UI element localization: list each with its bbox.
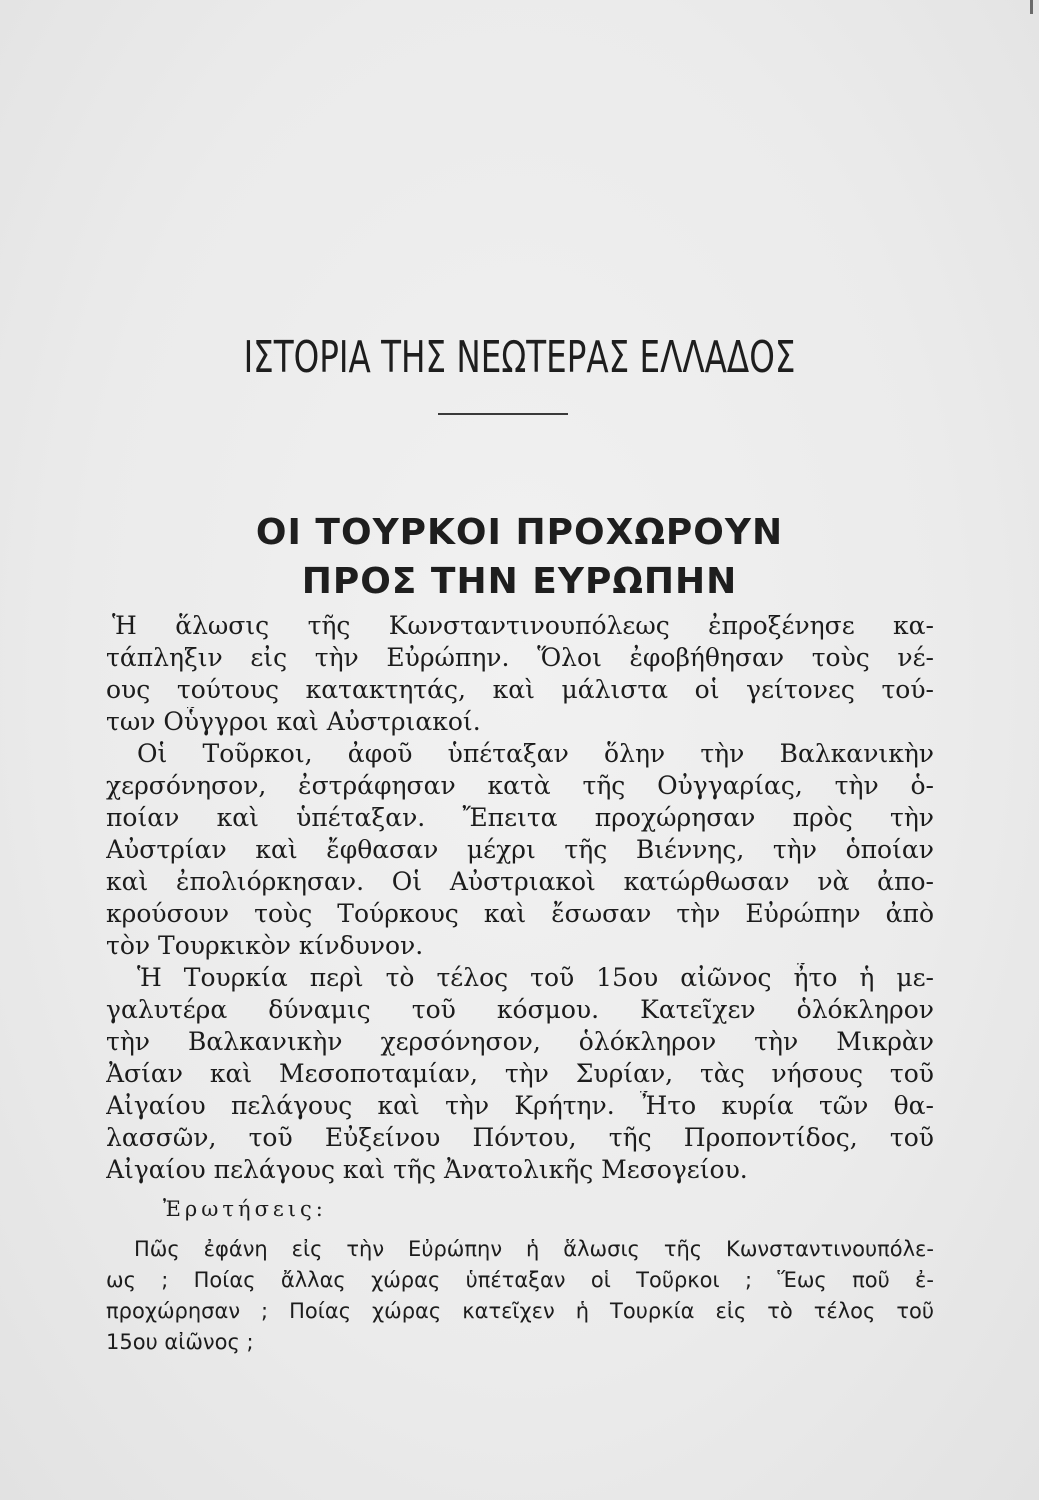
text-line: Ἀσίαν καὶ Μεσοποταμίαν, τὴν Συρίαν, τὰς νήσους τοῦ — [106, 1059, 934, 1088]
text-line: τὸν Τουρκικὸν κίνδυνον. — [106, 931, 424, 960]
question-line: ως ; Ποίας ἄλλας χώρας ὑπέταξαν οἱ Τοῦρκοι ; Ἕως ποῦ ἐ- — [106, 1268, 934, 1292]
edge-mark — [1030, 0, 1033, 14]
text-line: χερσόνησον, ἐστράφησαν κατὰ τῆς Οὐγγαρίας, τὴν ὁ- — [106, 771, 934, 800]
text-line: ους τούτους κατακτητάς, καὶ μάλιστα οἱ γείτονες τού- — [106, 675, 934, 704]
text-line: τὴν Βαλκανικὴν χερσόνησον, ὁλόκληρον τὴν Μικρὰν — [106, 1027, 934, 1056]
chapter-title-line-1: ΟΙ ΤΟΥΡΚΟΙ ΠΡΟΧΩΡΟΥΝ — [255, 512, 784, 553]
text-line: γαλυτέρα δύναμις τοῦ κόσμου. Κατεῖχεν ὁλόκληρον — [106, 995, 934, 1024]
chapter-title-line-2: ΠΡΟΣ ΤΗΝ ΕΥΡΩΠΗΝ — [301, 561, 738, 602]
text-line: των Οὗγγροι καὶ Αὐστριακοί. — [106, 707, 481, 736]
text-line: Ἡ Τουρκία περὶ τὸ τέλος τοῦ 15ου αἰῶνος ἦτο ἡ με- — [137, 963, 934, 992]
text-line: τάπληξιν εἰς τὴν Εὐρώπην. Ὅλοι ἐφοβήθησαν τοὺς νέ- — [106, 643, 934, 672]
book-title: ΙΣΤΟΡΙΑ ΤΗΣ ΝΕΩΤΕΡΑΣ ΕΛΛΑΔΟΣ — [243, 332, 796, 383]
text-line: Αἰγαίου πελάγους καὶ τὴν Κρήτην. Ἦτο κυρία τῶν θα- — [106, 1091, 934, 1120]
chapter-title — [0, 508, 1039, 606]
text-line: Ἡ ἅλωσις τῆς Κωνσταντινουπόλεως ἐπροξένησε κα- — [112, 611, 934, 640]
title-divider — [438, 413, 568, 415]
question-line: προχώρησαν ; Ποίας χώρας κατεῖχεν ἡ Τουρκία εἰς τὸ τέλος τοῦ — [106, 1299, 934, 1323]
text-line: Αὐστρίαν καὶ ἔφθασαν μέχρι τῆς Βιέννης, τὴν ὁποίαν — [106, 835, 934, 864]
text-line: Αἰγαίου πελάγους καὶ τῆς Ἀνατολικῆς Μεσογείου. — [106, 1155, 748, 1184]
text-line: ποίαν καὶ ὑπέταξαν. Ἔπειτα προχώρησαν πρὸς τὴν — [106, 803, 934, 832]
text-line: λασσῶν, τοῦ Εὐξείνου Πόντου, τῆς Προποντίδος, τοῦ — [106, 1123, 934, 1152]
questions-heading: Ἐρωτήσεις: — [163, 1197, 327, 1221]
question-line: Πῶς ἐφάνη εἰς τὴν Εὐρώπην ἡ ἅλωσις τῆς Κωνσταντινουπόλε- — [134, 1237, 934, 1261]
text-line: καὶ ἐπολιόρκησαν. Οἱ Αὐστριακοὶ κατώρθωσαν νὰ ἀπο- — [106, 867, 934, 896]
text-line: κρούσουν τοὺς Τούρκους καὶ ἔσωσαν τὴν Εὐρώπην ἀπὸ — [106, 899, 934, 928]
question-line: 15ου αἰῶνος ; — [106, 1330, 254, 1354]
text-line: Οἱ Τοῦρκοι, ἀφοῦ ὑπέταξαν ὅλην τὴν Βαλκανικὴν — [137, 739, 934, 768]
